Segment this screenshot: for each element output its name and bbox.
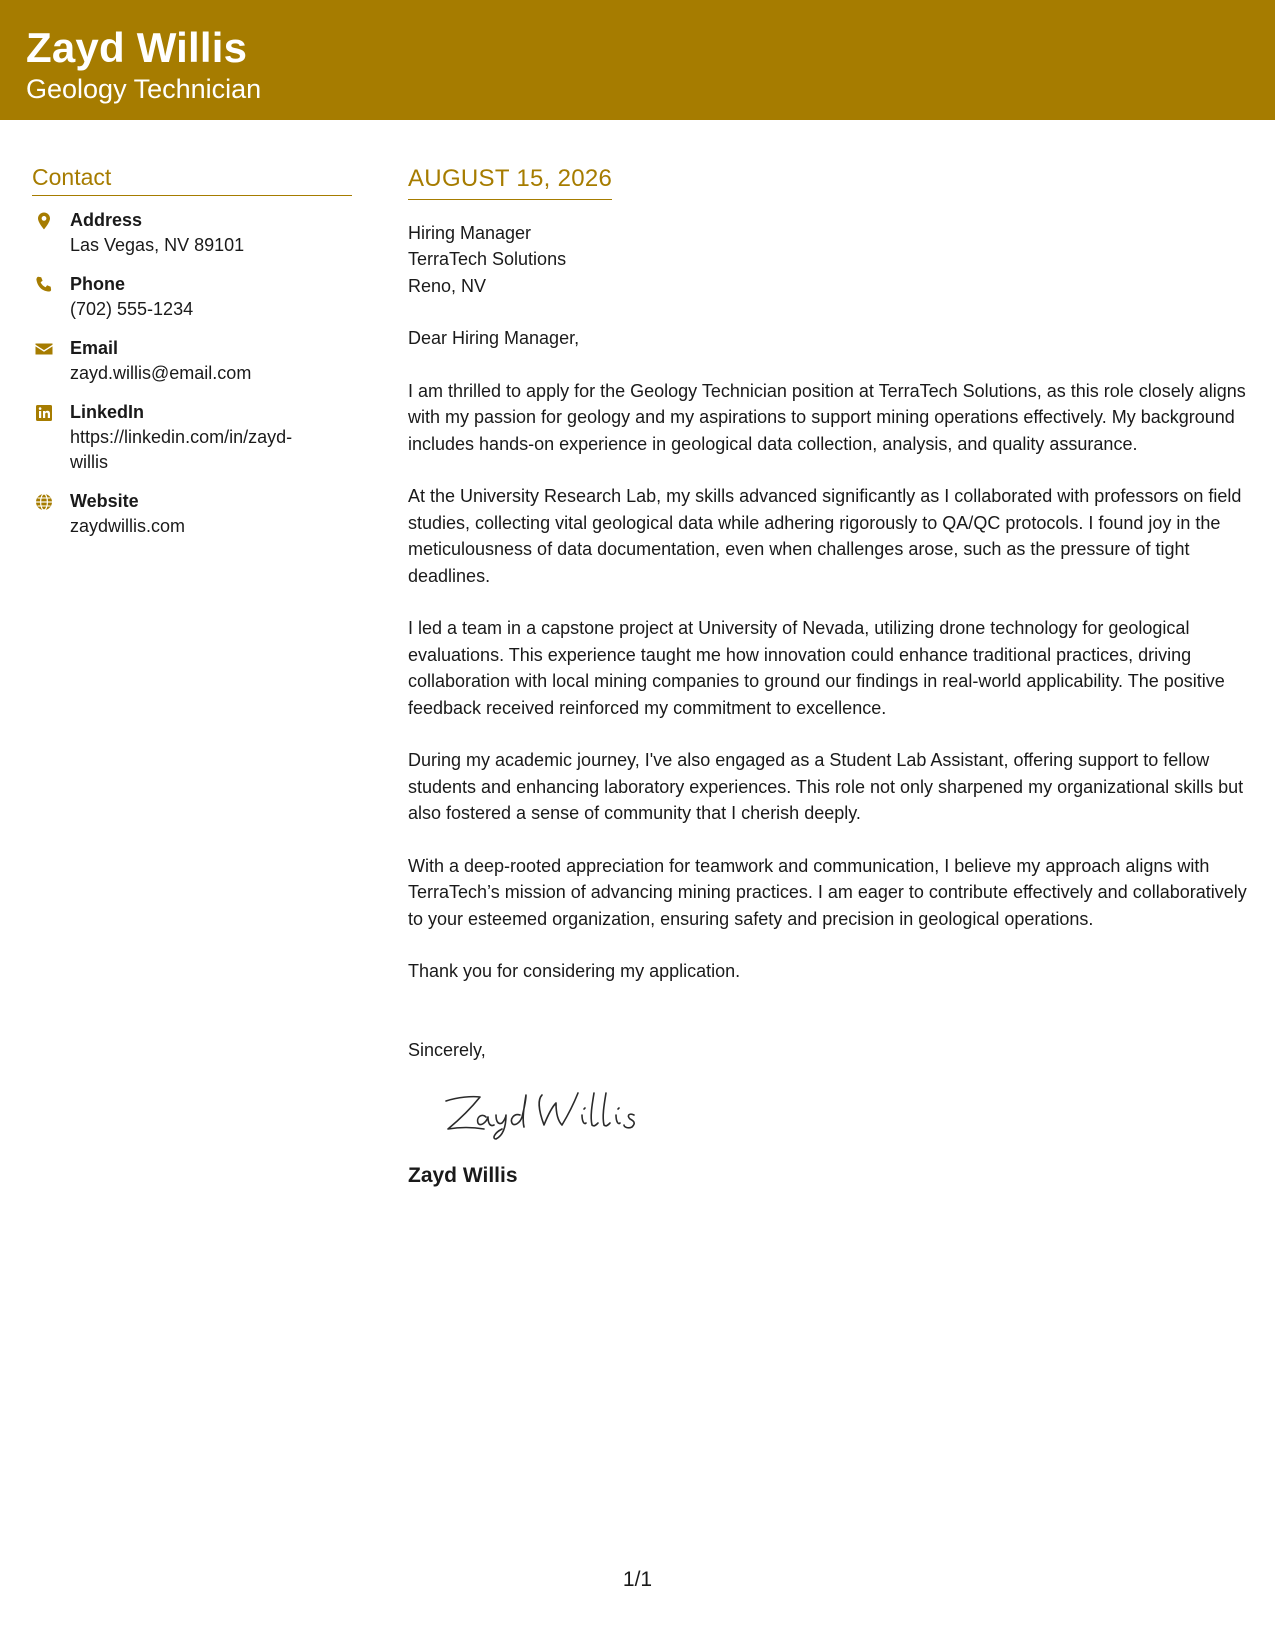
- recipient-line: Hiring Manager: [408, 222, 532, 243]
- contact-value: (702) 555-1234: [70, 299, 194, 319]
- contact-email: [32, 336, 352, 386]
- contact-value: zayd.willis@email.com: [70, 363, 252, 383]
- thanks-line: Thank you for considering my application.: [408, 961, 741, 981]
- contact-value: Las Vegas, NV 89101: [70, 235, 245, 255]
- salutation: Dear Hiring Manager,: [408, 328, 580, 348]
- contact-label: Website: [70, 491, 139, 511]
- phone-icon: [34, 275, 54, 295]
- contact-website: [32, 489, 352, 539]
- candidate-name: Zayd Willis: [26, 24, 248, 71]
- letter-date: AUGUST 15, 2026: [408, 166, 612, 200]
- contact-label: Address: [70, 210, 143, 230]
- paragraph: I led a team in a capstone project at University of Nevada, utilizing drone technology for geological evaluations. This experience taught me how innovation could enhance traditional practices, driving collaboration with local mining companies to ground our findings in real-world applicability. The positive feedback received reinforced my commitment to excellence.: [408, 618, 1225, 718]
- contact-value: zaydwillis.com: [70, 516, 186, 536]
- letter-body: [408, 166, 1253, 1189]
- recipient-line: Reno, NV: [408, 275, 487, 296]
- contact-address: [32, 208, 352, 258]
- contact-label: LinkedIn: [70, 402, 145, 422]
- linkedin-icon: [34, 403, 54, 423]
- contact-label: Phone: [70, 274, 126, 294]
- contact-sidebar: [32, 164, 352, 553]
- paragraph: I am thrilled to apply for the Geology Technician position at TerraTech Solutions, as this role closely aligns with my passion for geology and my aspirations to support mining operations effectively. My background includes hands-on experience in geological data collection, analysis, and quality assurance.: [408, 380, 1246, 454]
- contact-heading: Contact: [32, 164, 352, 196]
- closing: Sincerely,: [408, 1039, 486, 1060]
- contact-phone: [32, 272, 352, 322]
- signature: [438, 1085, 668, 1141]
- signer-name: Zayd Willis: [408, 1163, 518, 1187]
- contact-linkedin: [32, 400, 352, 475]
- map-pin-icon: [34, 211, 54, 231]
- candidate-role: Geology Technician: [26, 74, 262, 104]
- envelope-icon: [34, 339, 54, 359]
- page-number: 1/1: [622, 1568, 653, 1591]
- paragraph: With a deep-rooted appreciation for teamwork and communication, I believe my approach aligns with TerraTech’s mission of advancing mining practices. I am eager to contribute effectively and collaboratively to your esteemed organization, ensuring safety and precision in geological operations.: [408, 855, 1247, 929]
- globe-icon: [34, 492, 54, 512]
- recipient-block: [408, 220, 1253, 300]
- header-banner: [0, 0, 1275, 120]
- recipient-line: TerraTech Solutions: [408, 249, 567, 269]
- contact-value: https://linkedin.com/in/zayd-willis: [70, 427, 293, 472]
- paragraph: During my academic journey, I've also engaged as a Student Lab Assistant, offering support to fellow students and enhancing laboratory experiences. This role not only sharpened my organizational skills but also fostered a sense of community that I cherish deeply.: [408, 750, 1244, 823]
- contact-label: Email: [70, 338, 119, 358]
- paragraph: At the University Research Lab, my skills advanced significantly as I collaborated with professors on field studies, collecting vital geological data while adhering rigorously to QA/QC protocols. I found joy in the meticulousness of data documentation, even when challenges arose, such as the pressure of tight deadlines.: [408, 486, 1242, 586]
